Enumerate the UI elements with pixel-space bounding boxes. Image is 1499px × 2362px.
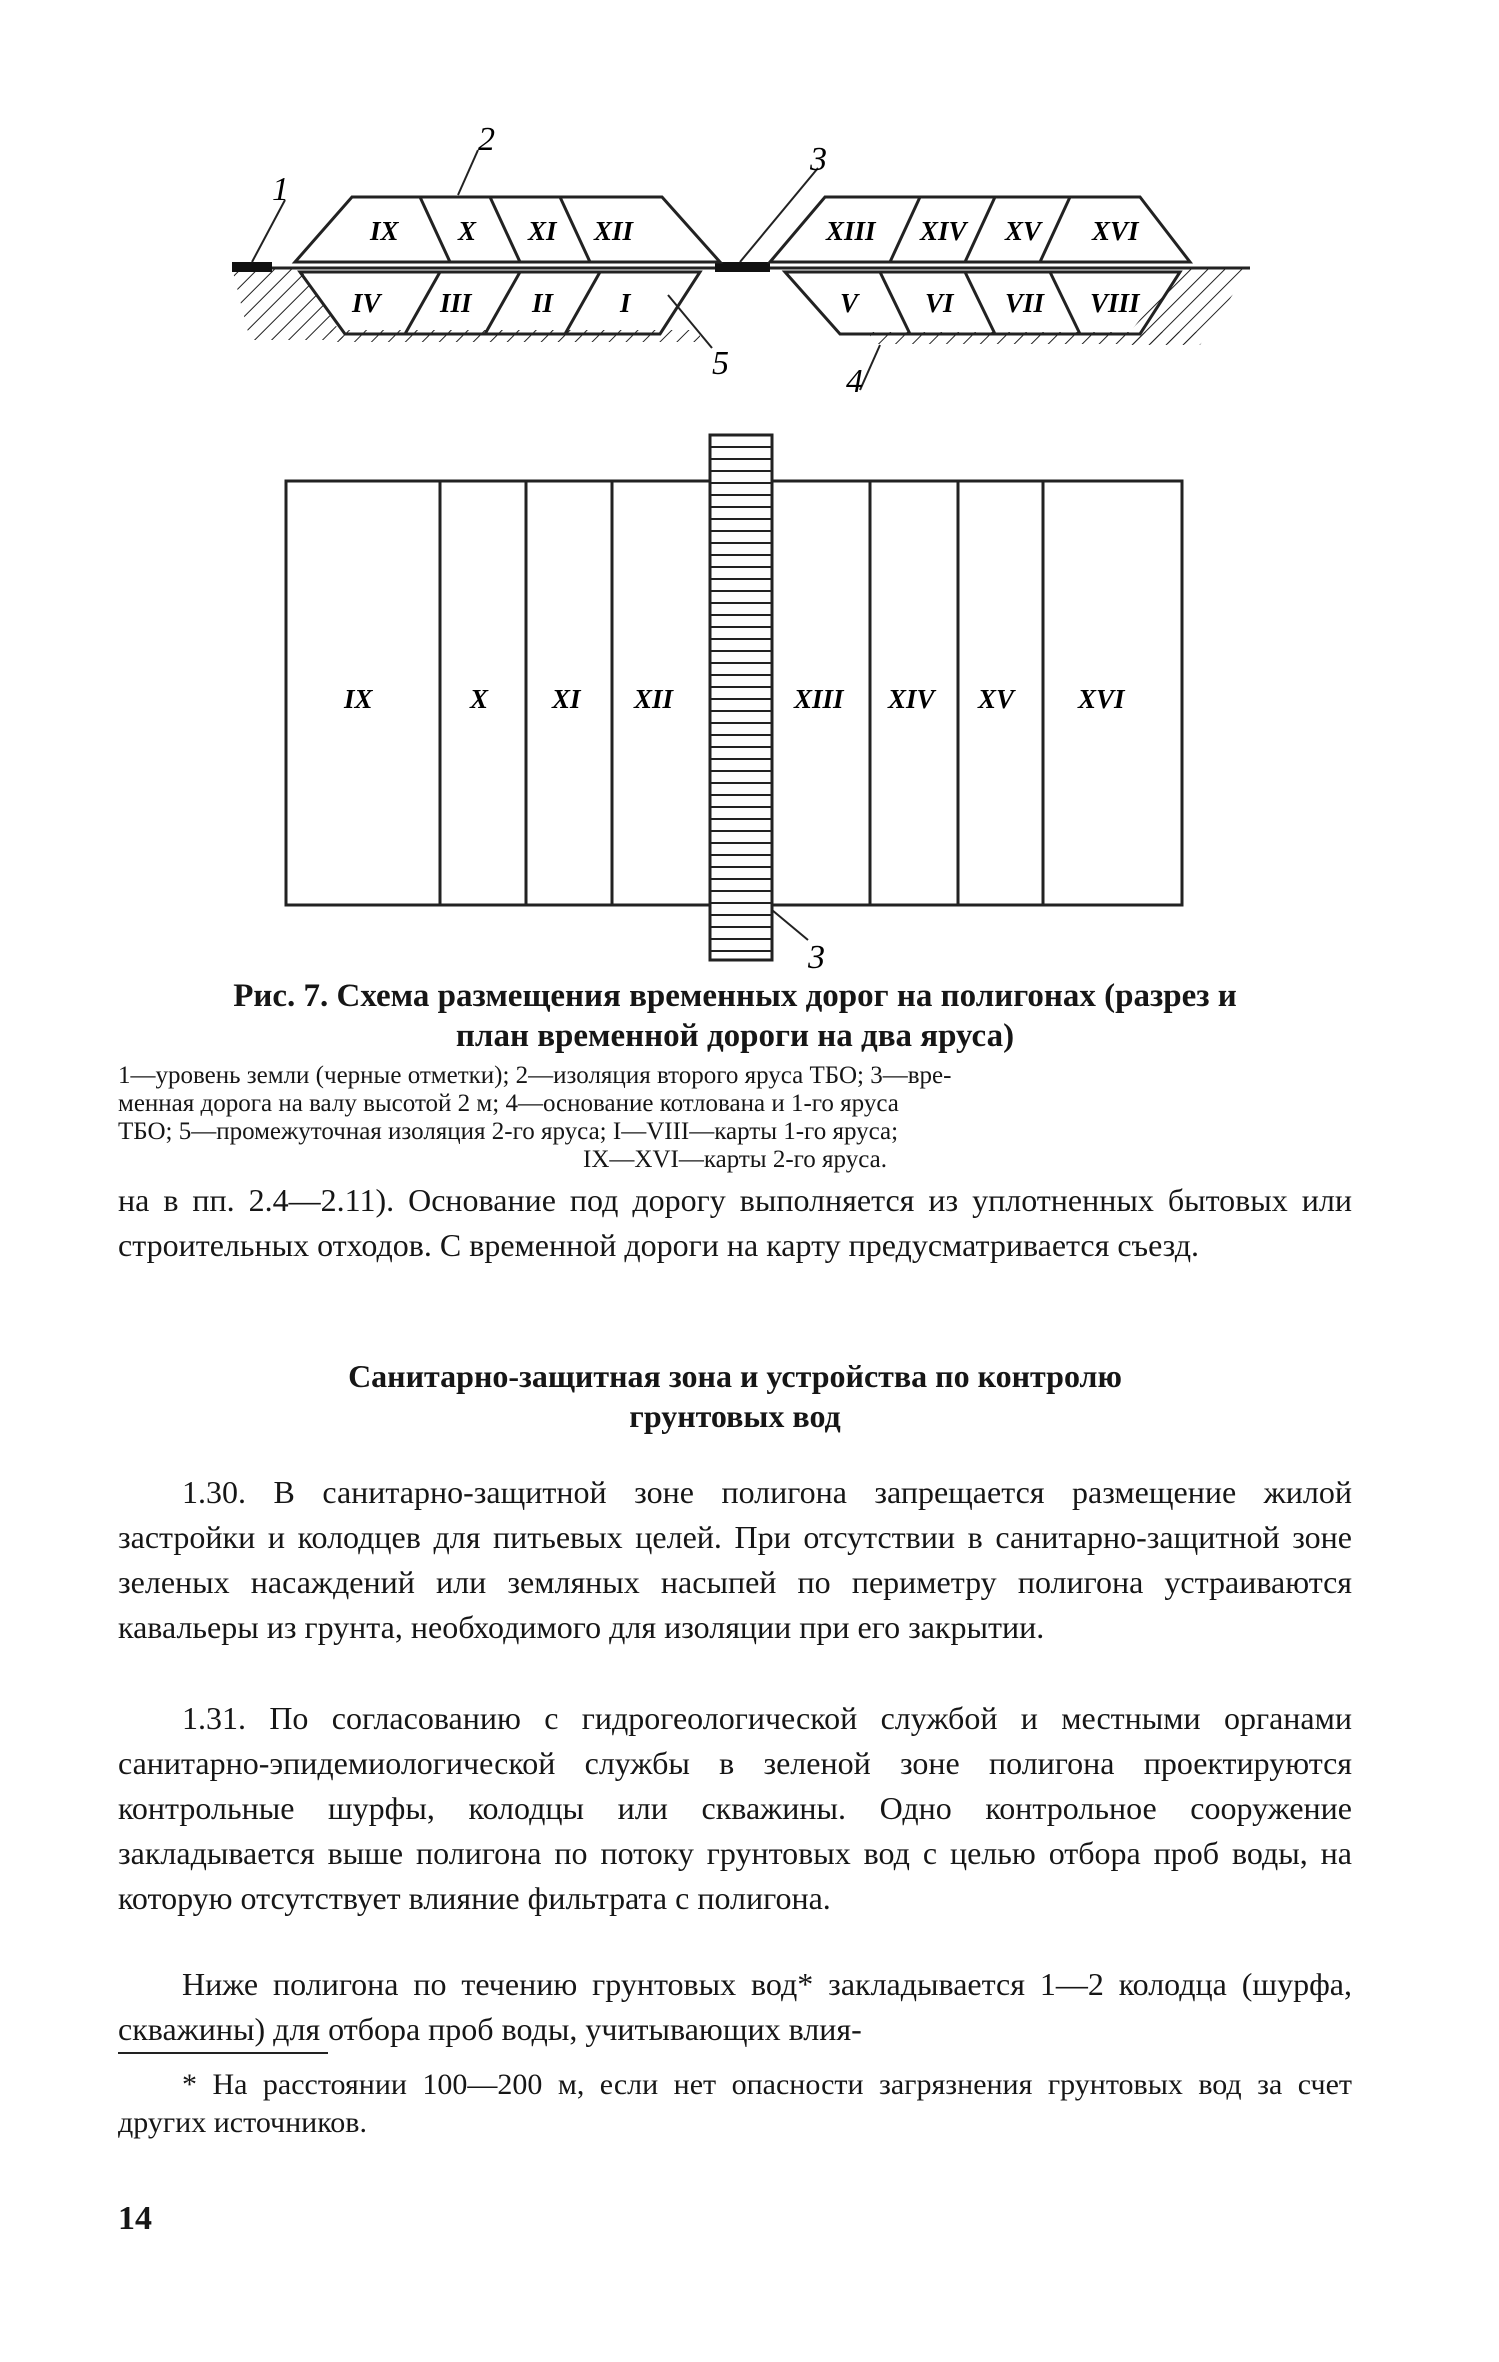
section-map-label: XV <box>1005 216 1042 246</box>
figure-caption <box>118 976 1352 1174</box>
plan-map-label: IX <box>344 684 373 714</box>
legend-line: менная дорога на валу высотой 2 м; 4—основание котлована и 1-го яруса <box>118 1090 899 1117</box>
legend-line: IX—XVI—карты 2-го яруса. <box>583 1146 887 1173</box>
footnote <box>118 2066 1352 2142</box>
legend-line: ТБО; 5—промежуточная изоляция 2-го яруса; I—VIII—карты 1-го яруса; <box>118 1118 899 1145</box>
figure-legend <box>118 1062 1352 1174</box>
left-upper-tier <box>295 197 720 262</box>
section-map-label: VI <box>925 288 954 318</box>
section-map-label: XI <box>528 216 557 246</box>
paragraph-continued <box>118 1178 1352 1268</box>
paragraph: 1.30. В санитарно-защитной зоне полигона запрещается размещение жилой застройки и колодцев для питьевых целей. При отсутствии в санитарно-защитной зоне зеленых насаждений или земляных насыпей по периметру полигона устраиваются кавальеры из грунта, необходимого для изоляции при его закрытии. <box>118 1474 1352 1645</box>
plan-map-label: X <box>470 684 489 714</box>
figure-plan-view <box>0 420 1499 980</box>
footnote-rule <box>118 2052 328 2054</box>
section-map-label: IV <box>352 288 381 318</box>
plan-map-label: XIII <box>794 684 844 714</box>
plan-map-label: XI <box>552 684 581 714</box>
ground-base-hatch-left <box>330 330 700 342</box>
footnote-text: * На расстоянии 100—200 м, если нет опасности загрязнения грунтовых вод за счет других источников. <box>118 2068 1352 2139</box>
temporary-road-plan <box>710 435 772 960</box>
paragraph: 1.31. По согласованию с гидрогеологической службой и местными органами санитарно-эпидемиологической службы в зеленой зоне полигона проектируются контрольные шурфы, колодцы или скважины. Одно контрольное сооружение закладывается выше полигона по потоку грунтовых вод с целью отбора проб воды, на которую отсутствует влияние фильтрата с полигона. <box>118 1700 1352 1916</box>
paragraph-1-30 <box>118 1470 1352 1650</box>
section-map-label: IX <box>370 216 399 246</box>
section-heading-line: Санитарно-защитная зона и устройства по контролю <box>348 1358 1122 1394</box>
paragraph: на в пп. 2.4—2.11). Основание под дорогу выполняется из уплотненных бытовых или строительных отходов. С временной дороги на карту предусматривается съезд. <box>118 1182 1352 1263</box>
paragraph-1-31 <box>118 1696 1352 1921</box>
callout-label: 2 <box>478 121 495 158</box>
legend-line: 1—уровень земли (черные отметки); 2—изоляция второго яруса ТБО; 3—вре- <box>118 1062 952 1089</box>
section-map-label: XVI <box>1092 216 1139 246</box>
section-map-label: I <box>620 288 631 318</box>
section-map-label: X <box>458 216 477 246</box>
page-number: 14 <box>118 2200 152 2237</box>
section-heading-line: грунтовых вод <box>629 1398 841 1434</box>
plan-map-label: XIV <box>888 684 935 714</box>
callout-label: 4 <box>846 363 863 400</box>
callout-leaders <box>252 150 880 390</box>
section-map-label: II <box>532 288 554 318</box>
caption-title-line: Рис. 7. Схема размещения временных дорог на полигонах (разрез и <box>233 978 1237 1014</box>
section-map-label: VII <box>1005 288 1045 318</box>
ground-mark-left <box>232 262 272 272</box>
section-map-label: XII <box>594 216 634 246</box>
section-map-label: VIII <box>1090 288 1140 318</box>
section-map-label: XIV <box>920 216 967 246</box>
section-map-label: XIII <box>826 216 876 246</box>
callout-label: 3 <box>810 141 827 178</box>
figure-cross-section <box>0 0 1499 420</box>
plan-map-label: XV <box>978 684 1015 714</box>
caption-title-line: план временной дороги на два яруса) <box>455 1018 1015 1054</box>
section-heading <box>118 1356 1352 1436</box>
plan-map-label: XVI <box>1078 684 1125 714</box>
plan-map-label: XII <box>634 684 674 714</box>
callout-label: 5 <box>712 345 729 382</box>
section-map-label: V <box>840 288 859 318</box>
section-map-label: III <box>440 288 472 318</box>
callout-label: 3 <box>808 939 825 976</box>
callout-label: 1 <box>272 171 289 208</box>
paragraph-next <box>118 1962 1352 2052</box>
ground-hatch-left <box>232 268 345 340</box>
figure-caption-title <box>118 976 1352 1056</box>
paragraph: Ниже полигона по течению грунтовых вод* закладывается 1—2 колодца (шурфа, скважины) для отбора проб воды, учитывающих влия- <box>118 1966 1352 2047</box>
